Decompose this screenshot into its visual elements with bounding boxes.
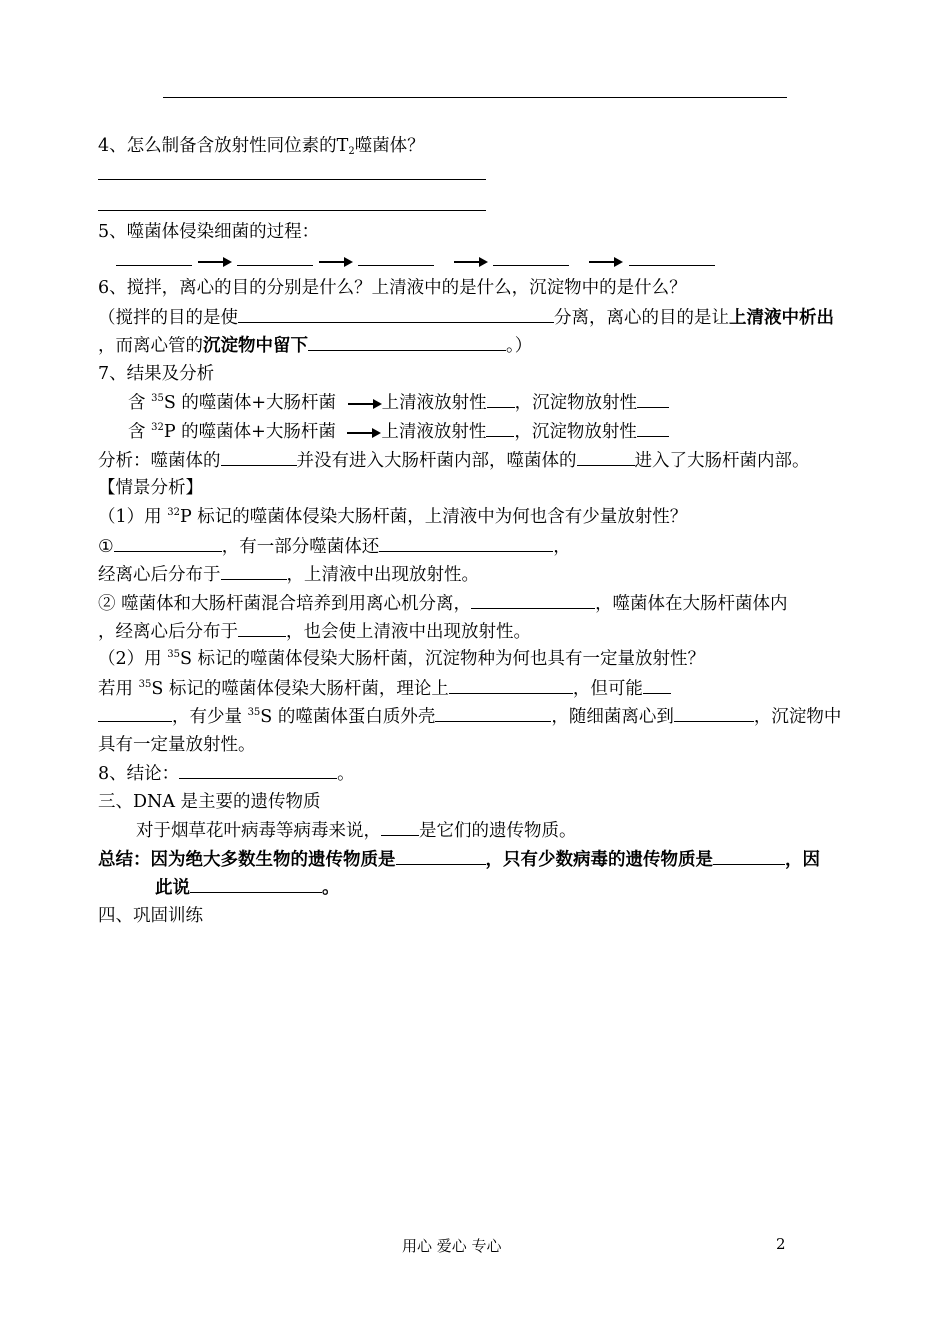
- process-blank-4[interactable]: [493, 248, 569, 266]
- result-row-35s: 含 $^{35}$S 的噬菌体+大肠杆菌 上清液放射性 ，沉淀物放射性: [128, 390, 870, 415]
- question-6: 6、搅拌，离心的目的分别是什么？上清液中的是什么，沉淀物中的是什么？: [98, 278, 687, 298]
- section-3-title: 三、DNA 是主要的遗传物质: [98, 792, 321, 812]
- question-4: 4、怎么制备含放射性同位素的$T_2$噬菌体？: [98, 136, 425, 157]
- blank[interactable]: [674, 704, 754, 722]
- blank[interactable]: [98, 704, 172, 722]
- scenario-title: 【情景分析】: [98, 478, 203, 498]
- process-blank-2[interactable]: [237, 248, 313, 266]
- summary-line-2: 此说 。: [155, 875, 870, 900]
- scenario-q1-line-2: 经离心后分布于 ，上清液中出现放射性。: [98, 562, 870, 587]
- scenario-q1-line-3: ② 噬菌体和大肠杆菌混合培养到用离心机分离， ，噬菌体在大肠杆菌体内: [98, 591, 870, 616]
- answer-line-2[interactable]: [98, 210, 486, 211]
- arrow-icon: [589, 256, 623, 268]
- process-blank-5[interactable]: [629, 248, 715, 266]
- section-3-line-1: 对于烟草花叶病毒等病毒来说， 是它们的遗传物质。: [136, 818, 870, 843]
- summary-line-1: 总结：因为绝大多数生物的遗传物质是 ，只有少数病毒的遗传物质是 ，因: [98, 847, 870, 872]
- blank[interactable]: [435, 704, 551, 722]
- blank[interactable]: [637, 419, 669, 437]
- blank[interactable]: [487, 390, 515, 408]
- section-4-title: 四、巩固训练: [98, 906, 203, 926]
- result-row-32p: 含 $^{32}$P 的噬菌体+大肠杆菌 上清液放射性 ，沉淀物放射性: [128, 419, 870, 444]
- analysis: 分析：噬菌体的 并没有进入大肠杆菌内部，噬菌体的 进入了大肠杆菌内部。: [98, 448, 870, 473]
- blank[interactable]: [238, 305, 554, 323]
- blank[interactable]: [381, 818, 419, 836]
- question-7-title: 7、结果及分析: [98, 364, 215, 384]
- arrow-icon: [454, 256, 488, 268]
- question-6-line-2: ，而离心管的沉淀物中留下 。）: [98, 333, 870, 358]
- blank[interactable]: [308, 333, 506, 351]
- blank[interactable]: [238, 619, 286, 637]
- question-6-line-1: （搅拌的目的是使 分离，离心的目的是让上清液中析出: [98, 305, 870, 330]
- blank[interactable]: [713, 847, 785, 865]
- blank[interactable]: [190, 875, 322, 893]
- process-chain: [116, 248, 870, 273]
- scenario-q2-line-1: 若用 $^{35}$S 标记的噬菌体侵染大肠杆菌，理论上 ，但可能: [98, 676, 870, 701]
- page-number: 2: [776, 1235, 786, 1253]
- blank[interactable]: [221, 448, 297, 466]
- scenario-q1-line-4: ，经离心后分布于 ，也会使上清液中出现放射性。: [98, 619, 870, 644]
- blank[interactable]: [114, 534, 222, 552]
- process-blank-1[interactable]: [116, 248, 192, 266]
- blank[interactable]: [471, 591, 595, 609]
- blank[interactable]: [379, 534, 553, 552]
- blank[interactable]: [643, 676, 671, 694]
- question-5: 5、噬菌体侵染细菌的过程：: [98, 222, 320, 242]
- arrow-icon: [198, 256, 232, 268]
- process-blank-3[interactable]: [358, 248, 434, 266]
- footer-motto: 用心 爱心 专心: [402, 1237, 502, 1255]
- scenario-q2-line-3: 具有一定量放射性。: [98, 735, 256, 755]
- blank[interactable]: [577, 448, 635, 466]
- blank[interactable]: [221, 562, 287, 580]
- blank[interactable]: [179, 761, 337, 779]
- arrow-icon: [347, 427, 381, 439]
- header-rule: [163, 97, 787, 98]
- scenario-q1: （1）用 $^{32}$P 标记的噬菌体侵染大肠杆菌，上清液中为何也含有少量放射性？: [98, 507, 688, 527]
- blank[interactable]: [396, 847, 486, 865]
- arrow-icon: [319, 256, 353, 268]
- scenario-q2: （2）用 $^{35}$S 标记的噬菌体侵染大肠杆菌，沉淀物种为何也具有一定量放射性？: [98, 649, 705, 669]
- arrow-icon: [348, 398, 382, 410]
- scenario-q2-line-2: ，有少量 $^{35}$S 的噬菌体蛋白质外壳 ，随细菌离心到 ，沉淀物中: [98, 704, 870, 729]
- question-8: 8、结论： 。: [98, 761, 870, 786]
- answer-line-1[interactable]: [98, 179, 486, 180]
- blank[interactable]: [637, 390, 669, 408]
- blank[interactable]: [486, 419, 514, 437]
- blank[interactable]: [449, 676, 573, 694]
- scenario-q1-line-1: ① ，有一部分噬菌体还 ，: [98, 534, 870, 559]
